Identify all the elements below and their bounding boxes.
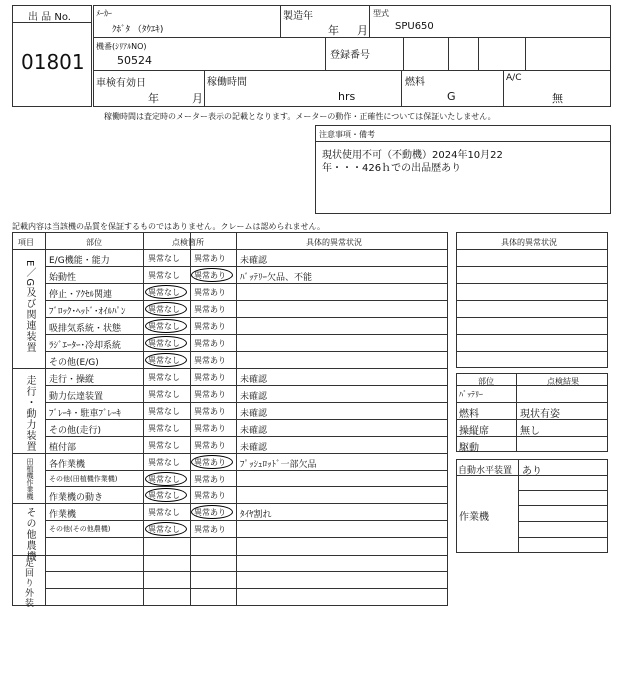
maker-value: ｸﾎﾞﾀ （ﾀｳｴｷ) xyxy=(112,25,164,35)
serial-value: 50524 xyxy=(117,54,152,67)
col-part-header: 部位 xyxy=(86,238,102,247)
part-label: 吸排気系統・状態 xyxy=(49,324,122,334)
ng-circle-mark xyxy=(191,268,233,282)
hours-note: 稼働時間は査定時のメーター表示の記載となります。メーターの動作・正確性については保証いたしません。 xyxy=(104,112,496,121)
detail-text: 未確認 xyxy=(240,392,268,402)
part-label: 動力伝達装置 xyxy=(49,392,104,402)
year-unit: 年 xyxy=(328,24,339,37)
check-ng: 異常あり xyxy=(194,407,226,416)
lot-label: 出 品 No. xyxy=(28,12,71,23)
check-ok: 異常なし xyxy=(148,390,180,399)
ok-circle-mark xyxy=(145,285,187,299)
check-ok: 異常なし xyxy=(148,475,180,484)
check-ok: 異常なし xyxy=(148,271,180,280)
check-ok: 異常なし xyxy=(148,305,180,314)
part-label: 走行・操縦 xyxy=(49,375,95,385)
check-ok: 異常なし xyxy=(148,407,180,416)
check-ng: 異常あり xyxy=(194,373,226,382)
remarks-label: 注意事項・備考 xyxy=(319,130,375,139)
detail-text: ﾊﾞｯﾃﾘｰ欠品、不能 xyxy=(240,273,313,283)
ng-circle-mark xyxy=(191,455,233,469)
auto-level-label: 自動水平装置 xyxy=(458,466,513,476)
col-item-header: 項目 xyxy=(18,238,34,247)
group-other-machine: その他農機 xyxy=(24,507,35,562)
part-label: ﾌﾞﾛｯｸ･ﾍｯﾄﾞ･ｵｲﾙﾊﾟﾝ xyxy=(49,307,126,317)
reg-label: 登録番号 xyxy=(330,50,370,61)
serial-label: 機番(ｼﾘｱﾙNO) xyxy=(96,42,147,51)
check-ok: 異常なし xyxy=(148,441,180,450)
detail-text: 未確認 xyxy=(240,443,268,453)
part-label: その他(走行) xyxy=(49,426,102,436)
check-ng: 異常あり xyxy=(194,491,226,500)
check-ng: 異常あり xyxy=(194,390,226,399)
detail-text: 未確認 xyxy=(240,409,268,419)
fuel-label: 燃料 xyxy=(405,77,425,88)
seat-value: 無し xyxy=(520,426,540,437)
col-check-header: 点検箇所 xyxy=(172,238,204,247)
part-label: その他(その他農機) xyxy=(49,525,111,533)
part-label: その他(E/G) xyxy=(49,358,99,368)
part-label: 作業機の動き xyxy=(49,493,104,503)
check-ng: 異常あり xyxy=(194,508,226,517)
check-ng: 異常あり xyxy=(194,356,226,365)
check-ok: 異常なし xyxy=(148,424,180,433)
maker-label: ﾒｰｶｰ xyxy=(96,9,112,18)
col-detail-header: 具体的異常状況 xyxy=(306,238,362,247)
group-undercarriage: 足回り外装 xyxy=(23,558,33,608)
ac-value: 無 xyxy=(552,92,563,105)
check-ok: 異常なし xyxy=(148,339,180,348)
right-detail-header: 具体的異常状況 xyxy=(501,238,557,247)
check-ng: 異常あり xyxy=(194,339,226,348)
ok-circle-mark xyxy=(145,319,187,333)
check-ng: 異常あり xyxy=(194,305,226,314)
part-label: ﾗｼﾞｴｰﾀｰ･冷却系統 xyxy=(49,341,122,351)
part-label: 始動性 xyxy=(49,273,77,283)
seat-label: 操縦席 xyxy=(459,426,489,437)
group-rice-implement: 田植機作業機 xyxy=(26,458,34,500)
check-ok: 異常なし xyxy=(148,458,180,467)
fuel-check-label: 燃料 xyxy=(459,409,479,420)
part-label: E/G機能・能力 xyxy=(49,256,110,266)
detail-text: 未確認 xyxy=(240,375,268,385)
month-unit: 月 xyxy=(357,24,368,37)
fuel-value: G xyxy=(447,90,456,103)
check-ng: 異常あり xyxy=(194,288,226,297)
ok-circle-mark xyxy=(145,472,187,486)
part-label: 各作業機 xyxy=(49,460,86,470)
part-label: 植付部 xyxy=(49,443,77,453)
part-label: 作業機 xyxy=(49,510,77,520)
group-drive: 走行・動力装置 xyxy=(24,375,35,452)
detail-text: 未確認 xyxy=(240,256,268,266)
check-ng: 異常あり xyxy=(194,458,226,467)
part-label: ﾌﾞﾚｰｷ・駐車ﾌﾞﾚｰｷ xyxy=(49,409,122,419)
year-label: 製造年 xyxy=(283,11,313,22)
check-ok: 異常なし xyxy=(148,508,180,517)
inspection-year-unit: 年 xyxy=(148,92,159,105)
detail-text: ﾀｲﾔ割れ xyxy=(240,510,272,520)
remarks-line1: 現状使用不可（不動機）2024年10月22 xyxy=(322,150,503,161)
drive-label: 駆動 xyxy=(459,443,479,454)
auto-level-value: あり xyxy=(522,466,542,477)
check-ng: 異常あり xyxy=(194,254,226,263)
battery-label: ﾊﾞｯﾃﾘｰ xyxy=(459,390,483,399)
ng-circle-mark xyxy=(191,505,233,519)
right-result-header: 点検結果 xyxy=(547,377,579,386)
remarks-line2: 年・・・426ｈでの出品歴あり xyxy=(322,163,462,174)
ok-circle-mark xyxy=(145,522,187,536)
model-value: SPU650 xyxy=(395,21,434,32)
lot-number: 01801 xyxy=(21,50,85,74)
part-label: その他(田植機作業機) xyxy=(49,475,118,483)
check-ng: 異常あり xyxy=(194,322,226,331)
fuel-check-value: 現状有姿 xyxy=(520,409,560,420)
check-ok: 異常なし xyxy=(148,254,180,263)
check-ng: 異常あり xyxy=(194,424,226,433)
detail-text: 未確認 xyxy=(240,426,268,436)
ok-circle-mark xyxy=(145,336,187,350)
hours-unit: hrs xyxy=(338,90,356,103)
ok-circle-mark xyxy=(145,353,187,367)
check-ok: 異常なし xyxy=(148,373,180,382)
ok-circle-mark xyxy=(145,488,187,502)
ok-circle-mark xyxy=(145,302,187,316)
check-ng: 異常あり xyxy=(194,271,226,280)
implement-label: 作業機 xyxy=(459,512,489,523)
inspection-label: 車検有効日 xyxy=(96,78,146,89)
check-ok: 異常なし xyxy=(148,322,180,331)
ac-label: A/C xyxy=(506,73,522,83)
check-ok: 異常なし xyxy=(148,356,180,365)
part-label: 停止・ｱｸｾﾙ関連 xyxy=(49,290,113,300)
model-label: 型式 xyxy=(373,9,389,18)
check-ok: 異常なし xyxy=(148,491,180,500)
check-ng: 異常あり xyxy=(194,475,226,484)
check-ok: 異常なし xyxy=(148,525,180,534)
hours-label: 稼働時間 xyxy=(207,77,247,88)
check-ng: 異常あり xyxy=(194,525,226,534)
inspection-month-unit: 月 xyxy=(192,92,203,105)
right-part-header: 部位 xyxy=(478,377,494,386)
check-ng: 異常あり xyxy=(194,441,226,450)
check-ok: 異常なし xyxy=(148,288,180,297)
group-eg: E／G及び関連装置 xyxy=(24,260,35,354)
disclaimer: 記載内容は当該機の品質を保証するものではありません。クレームは認められません。 xyxy=(12,222,325,231)
detail-text: ﾌﾟｯｼｭﾛｯﾄﾞ一部欠品 xyxy=(240,460,317,470)
